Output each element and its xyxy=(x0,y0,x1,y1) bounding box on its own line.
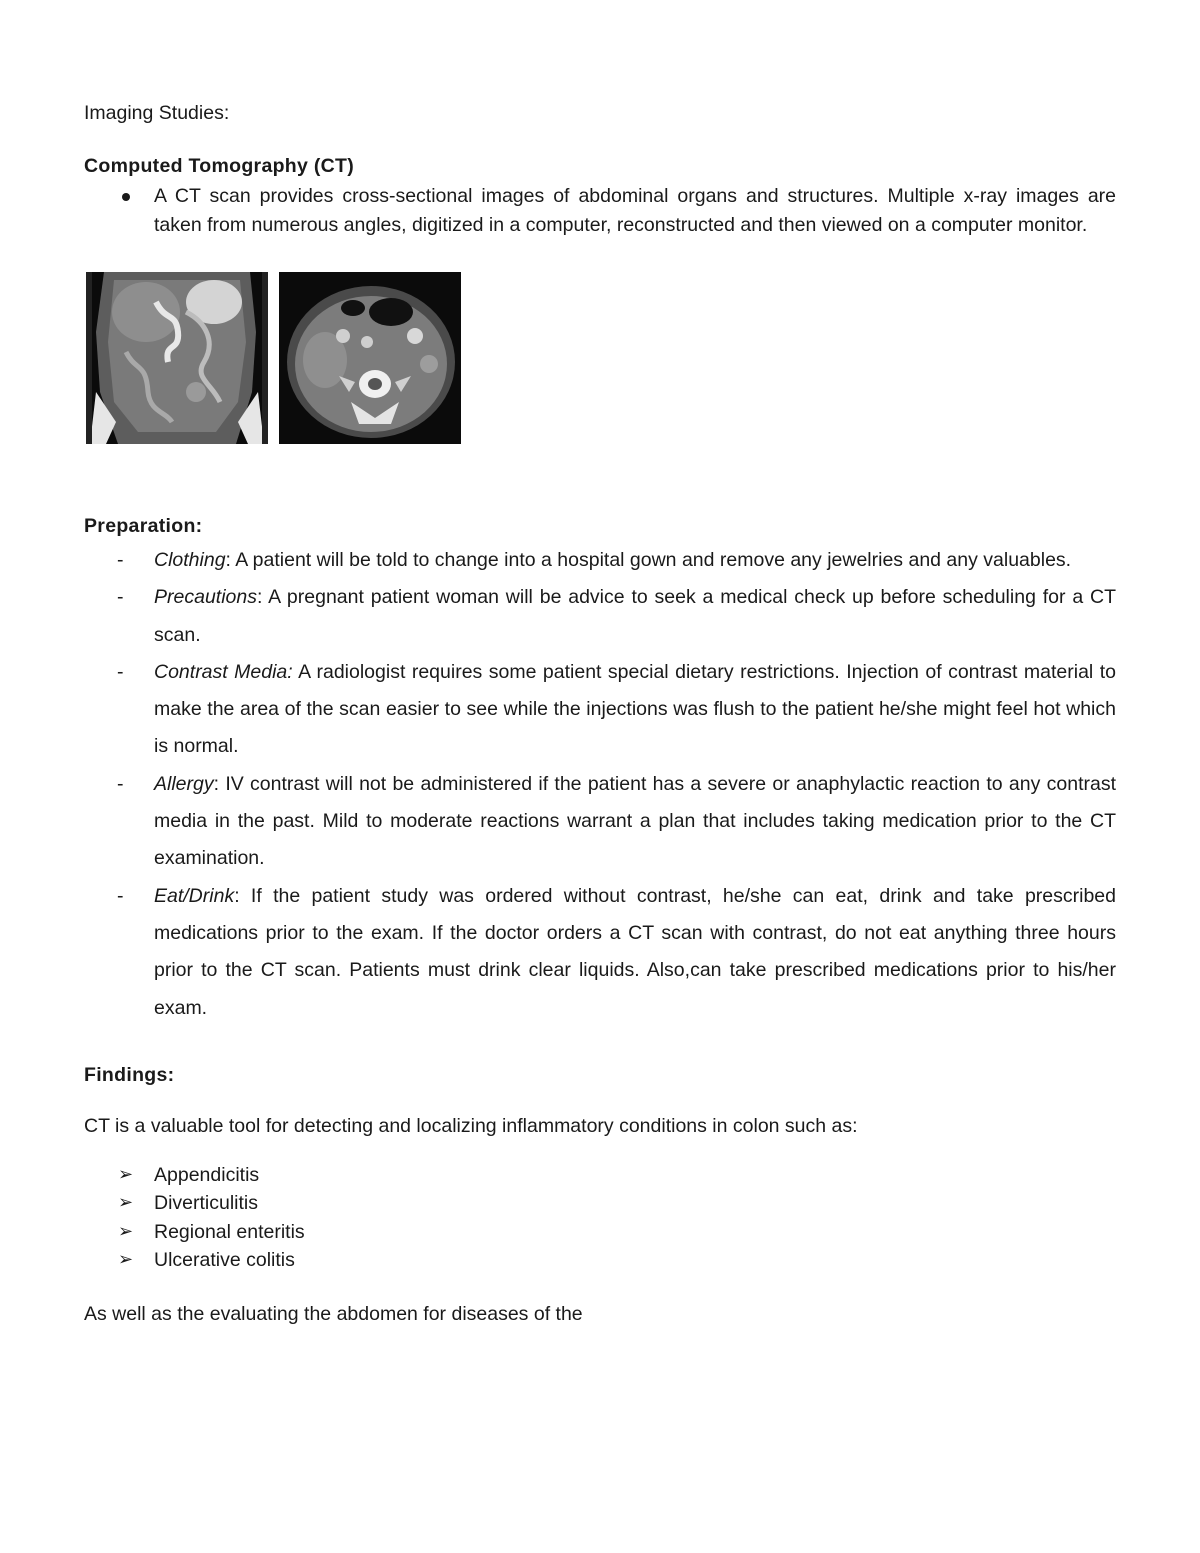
axial-ct-image xyxy=(279,272,461,444)
arrow-bullet-icon: ➢ xyxy=(118,1163,134,1185)
findings-intro: CT is a valuable tool for detecting and localizing inflammatory conditions in colon such as: xyxy=(84,1114,858,1137)
preparation-item-contrast-media: - Contrast Media: A radiologist requires some patient special dietary restrictions. Injection of contrast material to make the area of the scan easier to see while the injections was flush to the patient he/she might feel hot which is normal. xyxy=(117,660,1116,758)
preparation-item-eat-drink: - Eat/Drink: If the patient study was ordered without contrast, he/she can eat, drink and take prescribed medications prior to the exam. If the doctor orders a CT scan with contrast, do not eat anything three hours prior to the CT scan. Patients must drink clear liquids. Also,can take prescribed medications prior to his/her exam. xyxy=(117,884,1116,1019)
arrow-bullet-icon: ➢ xyxy=(118,1192,134,1214)
condition-item: ➢ Ulcerative colitis xyxy=(84,1246,1116,1275)
condition-item: ➢ Appendicitis xyxy=(84,1161,1116,1190)
preparation-list xyxy=(84,542,1116,1027)
preparation-item-allergy: - Allergy: IV contrast will not be administered if the patient has a severe or anaphylactic reaction to any contrast media in the past. Mild to moderate reactions warrant a plan that includes taking medication prior to the CT examination. xyxy=(117,772,1116,870)
findings-heading: Findings: xyxy=(84,1063,175,1086)
condition-item: ➢ Regional enteritis xyxy=(84,1218,1116,1247)
preparation-item-clothing: - Clothing: A patient will be told to change into a hospital gown and remove any jewelries and any valuables. xyxy=(117,549,1072,571)
ct-bullet-list xyxy=(84,182,1116,240)
ct-bullet-text: A CT scan provides cross-sectional images of abdominal organs and structures. Multiple x-ray images are taken from numerous angles, digitized in a computer, reconstructed and then viewed on a computer monitor. xyxy=(154,185,1116,236)
imaging-studies-label: Imaging Studies: xyxy=(84,102,230,124)
conditions-list xyxy=(84,1161,1116,1275)
ct-bullet-item xyxy=(84,182,1116,240)
bullet-dot-icon xyxy=(122,193,130,201)
ct-scan-images xyxy=(84,272,1116,446)
arrow-bullet-icon: ➢ xyxy=(118,1220,134,1242)
ct-heading: Computed Tomography (CT) xyxy=(84,155,355,177)
condition-item: ➢ Diverticulitis xyxy=(84,1189,1116,1218)
closing-sentence: As well as the evaluating the abdomen for diseases of the xyxy=(84,1302,583,1325)
preparation-heading: Preparation: xyxy=(84,515,203,537)
preparation-item-precautions: - Precautions: A pregnant patient woman will be advice to seek a medical check up before scheduling for a CT scan. xyxy=(117,586,1116,646)
document-page xyxy=(84,98,1116,1329)
coronal-ct-image xyxy=(86,272,268,444)
arrow-bullet-icon: ➢ xyxy=(118,1249,134,1271)
